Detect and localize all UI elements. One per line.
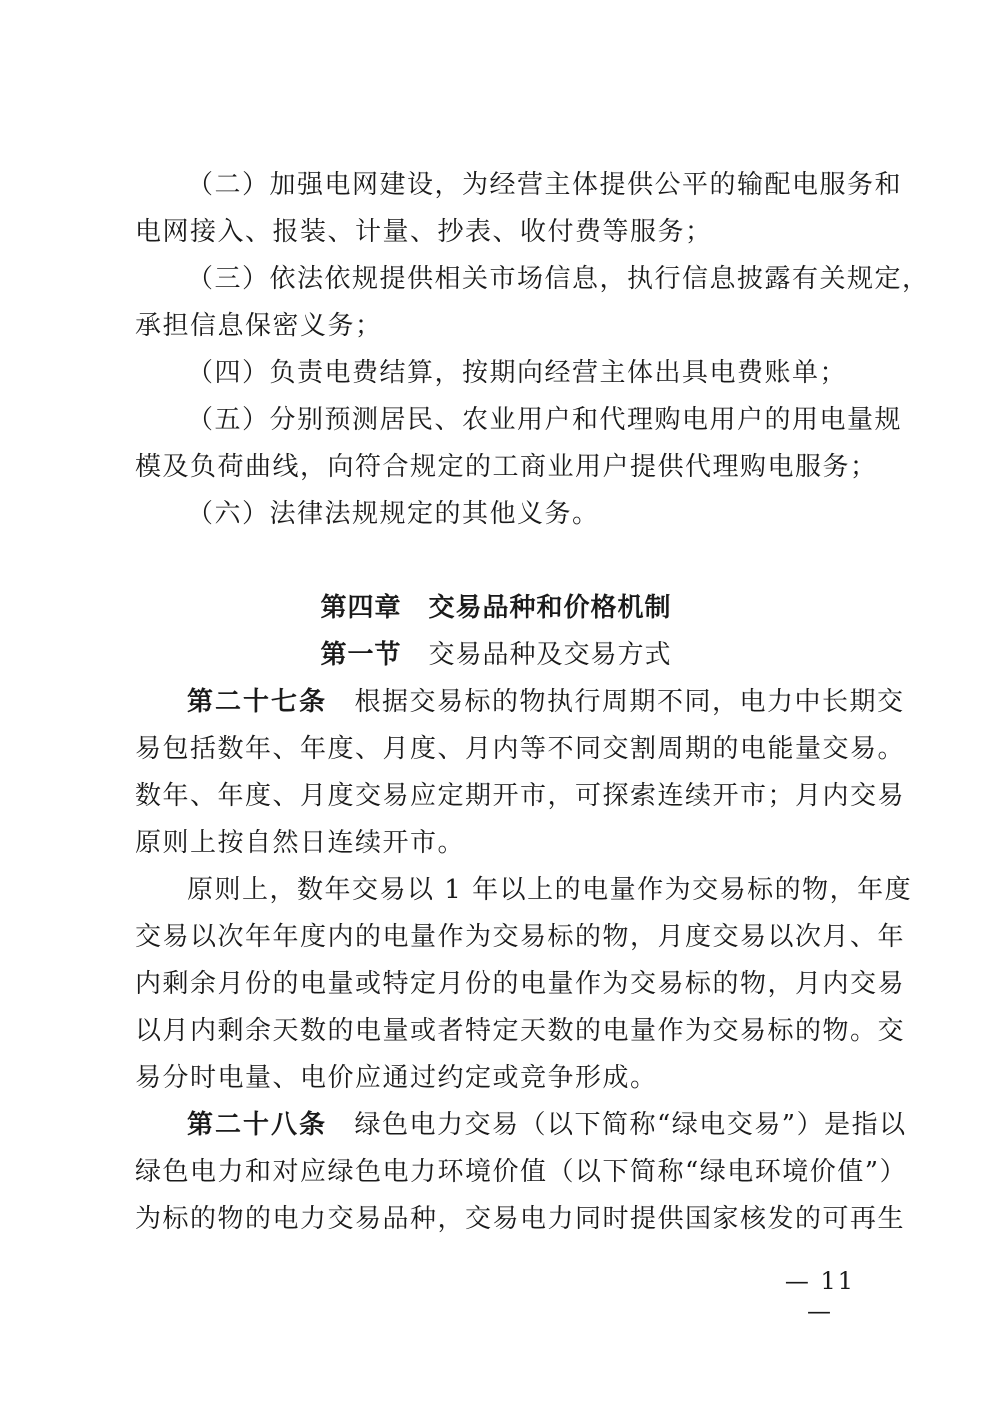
article-text: 根据交易标的物执行周期不同，电力中长期交 [327,687,905,717]
paragraph-line: 承担信息保密义务； [135,311,383,341]
paragraph-line: （六）法律法规规定的其他义务。 [187,499,600,529]
paragraph-line: （三）依法依规提供相关市场信息，执行信息披露有关规定， [187,264,930,294]
paragraph-line: 绿色电力和对应绿色电力环境价值（以下简称“绿电环境价值”） [135,1157,908,1187]
paragraph-line: 原则上，数年交易以 1 年以上的电量作为交易标的物，年度 [187,875,913,905]
paragraph-line: 交易以次年年度内的电量作为交易标的物，月度交易以次月、年 [135,922,906,952]
page-number: — 11 — [784,1267,856,1325]
section-title [0,638,992,672]
article-label: 第二十七条 [187,687,328,717]
paragraph-line: 内剩余月份的电量或特定月份的电量作为交易标的物，月内交易 [135,969,906,999]
paragraph-line: 为标的物的电力交易品种，交易电力同时提供国家核发的可再生 [135,1204,906,1234]
article-text: 绿色电力交易（以下简称“绿电交易”）是指以 [327,1110,907,1140]
article-27-first-line [187,685,905,719]
paragraph-line: （五）分别预测居民、农业用户和代理购电用户的用电量规 [187,405,903,435]
paragraph-line: 模及负荷曲线，向符合规定的工商业用户提供代理购电服务； [135,452,878,482]
paragraph-line: （二）加强电网建设，为经营主体提供公平的输配电服务和 [187,170,903,200]
article-28-first-line [187,1108,907,1142]
paragraph-line: 以月内剩余天数的电量或者特定天数的电量作为交易标的物。交 [135,1016,906,1046]
chapter-title: 第四章 交易品种和价格机制 [320,593,672,623]
paragraph-line: 易包括数年、年度、月度、月内等不同交割周期的电能量交易。 [135,734,906,764]
paragraph-line: 原则上按自然日连续开市。 [135,828,466,858]
section-label: 第一节 [320,640,402,670]
paragraph-line: （四）负责电费结算，按期向经营主体出具电费账单； [187,358,848,388]
paragraph-line: 数年、年度、月度交易应定期开市，可探索连续开市；月内交易 [135,781,906,811]
section-text: 交易品种及交易方式 [401,640,672,670]
paragraph-line: 电网接入、报装、计量、抄表、收付费等服务； [135,217,713,247]
paragraph-line: 易分时电量、电价应通过约定或竞争形成。 [135,1063,658,1093]
article-label: 第二十八条 [187,1110,328,1140]
